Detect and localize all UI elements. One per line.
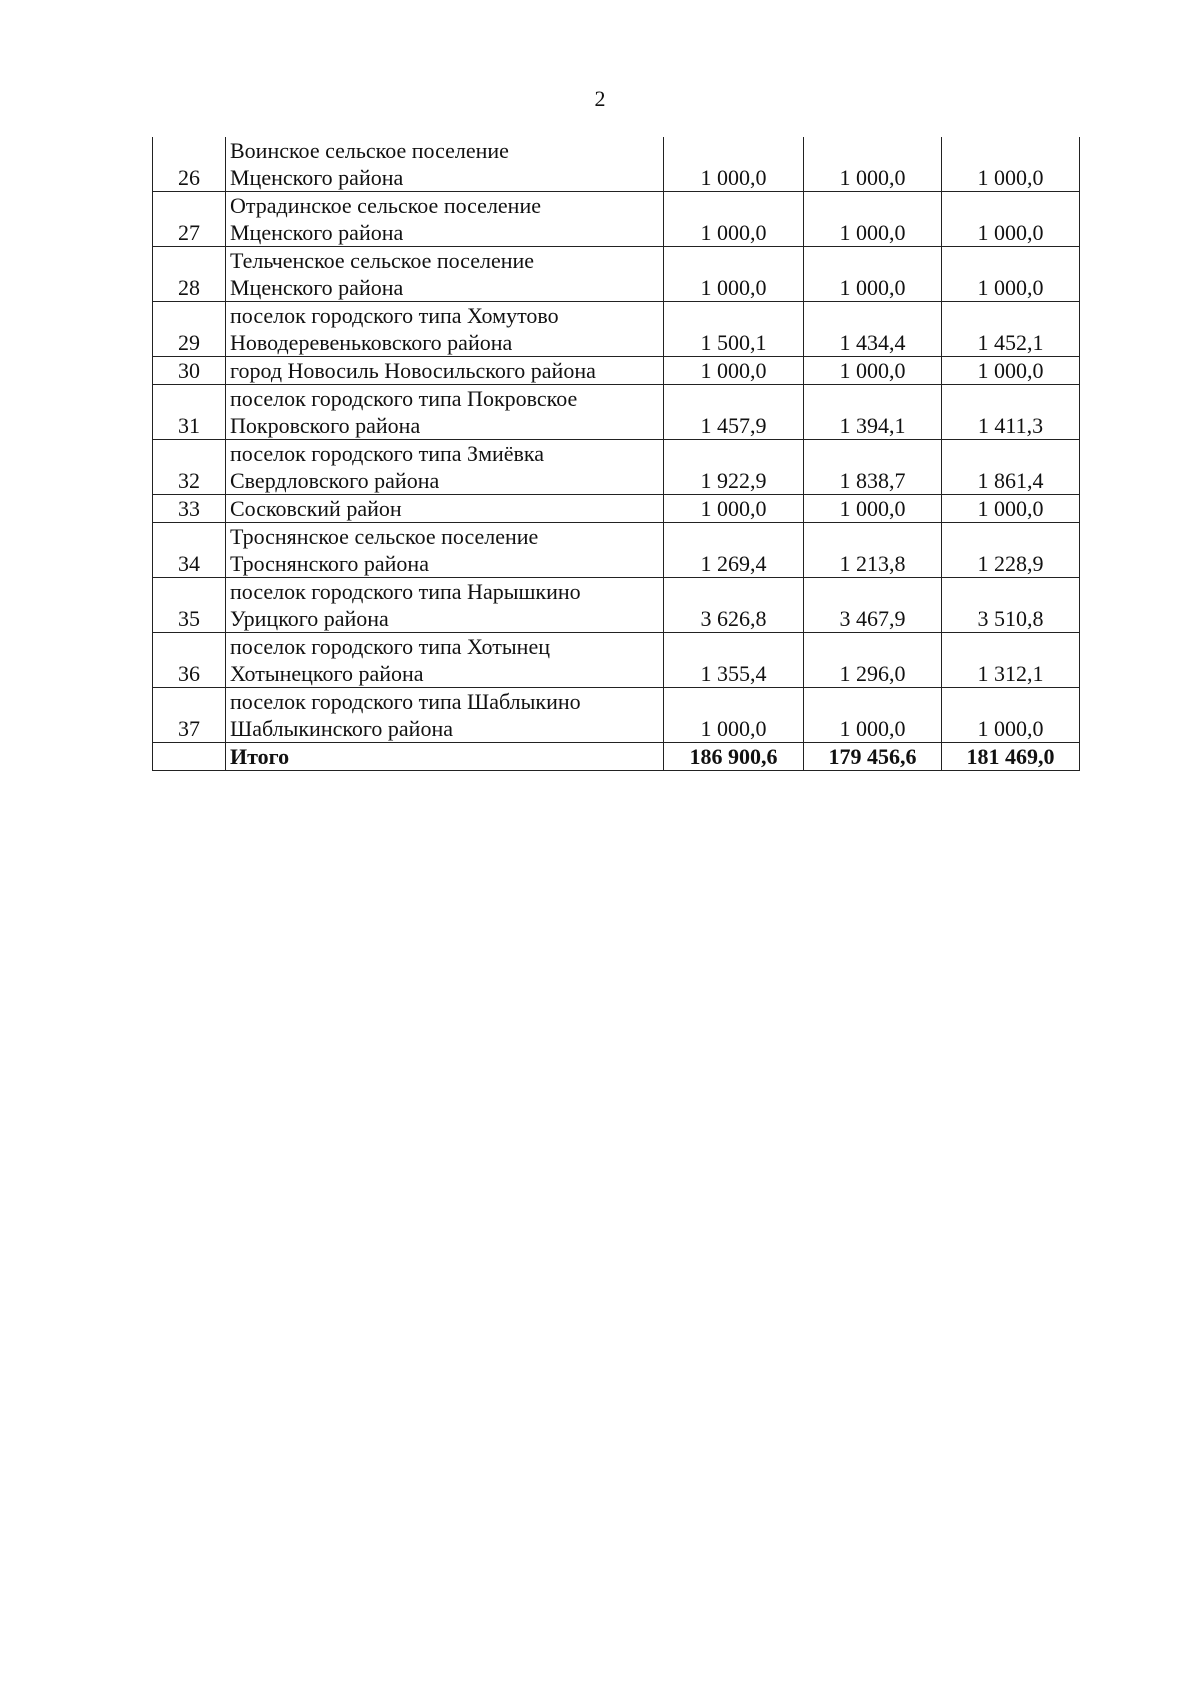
municipality-name — [226, 633, 664, 688]
amount-year-2: 1 213,8 — [804, 523, 942, 578]
amount-year-2: 1 434,4 — [804, 302, 942, 357]
municipality-name — [226, 192, 664, 247]
municipality-name — [226, 688, 664, 743]
amount-year-3: 1 000,0 — [942, 688, 1080, 743]
table-row — [153, 357, 1080, 385]
municipality-name-line1: Тельченское сельское поселение — [230, 248, 535, 273]
municipality-name-line1: поселок городского типа Хомутово — [230, 303, 559, 328]
amount-year-3: 1 000,0 — [942, 137, 1080, 192]
municipality-name — [226, 385, 664, 440]
municipality-name-line1: поселок городского типа Шаблыкино — [230, 689, 581, 714]
amount-year-2: 1 000,0 — [804, 247, 942, 302]
row-number: 30 — [153, 357, 226, 385]
amount-year-1: 1 000,0 — [664, 137, 804, 192]
row-number: 33 — [153, 495, 226, 523]
amount-year-1: 1 457,9 — [664, 385, 804, 440]
municipality-name-line1: поселок городского типа Хотынец — [230, 634, 550, 659]
municipality-name-line1: поселок городского типа Змиёвка — [230, 441, 545, 466]
total-label: Итого — [226, 743, 664, 771]
table-row — [153, 137, 1080, 192]
amount-year-3: 1 000,0 — [942, 247, 1080, 302]
amount-year-3: 1 411,3 — [942, 385, 1080, 440]
municipality-name-line2: Мценского района — [230, 165, 404, 190]
amount-year-3: 1 452,1 — [942, 302, 1080, 357]
amount-year-3: 1 861,4 — [942, 440, 1080, 495]
table-row — [153, 192, 1080, 247]
table-body — [153, 137, 1080, 771]
municipality-name-line2: Свердловского района — [230, 468, 440, 493]
amount-year-2: 1 838,7 — [804, 440, 942, 495]
row-number: 36 — [153, 633, 226, 688]
municipality-name — [226, 578, 664, 633]
row-number: 32 — [153, 440, 226, 495]
municipality-name-line1: поселок городского типа Нарышкино — [230, 579, 581, 604]
row-number: 31 — [153, 385, 226, 440]
amount-year-2: 1 000,0 — [804, 495, 942, 523]
amount-year-3: 1 000,0 — [942, 495, 1080, 523]
amount-year-2: 1 394,1 — [804, 385, 942, 440]
total-amount-year-2: 179 456,6 — [804, 743, 942, 771]
municipality-name-line1: Отрадинское сельское поселение — [230, 193, 541, 218]
municipality-name-line2: Мценского района — [230, 220, 404, 245]
amount-year-1: 1 922,9 — [664, 440, 804, 495]
amount-year-1: 1 269,4 — [664, 523, 804, 578]
municipality-name-line1: Троснянское сельское поселение — [230, 524, 539, 549]
amount-year-1: 1 000,0 — [664, 688, 804, 743]
total-amount-year-3: 181 469,0 — [942, 743, 1080, 771]
row-number: 28 — [153, 247, 226, 302]
table-row — [153, 247, 1080, 302]
municipality-name-line2: Новодеревеньковского района — [230, 330, 513, 355]
amount-year-3: 1 228,9 — [942, 523, 1080, 578]
amount-year-2: 3 467,9 — [804, 578, 942, 633]
amount-year-2: 1 000,0 — [804, 357, 942, 385]
amount-year-2: 1 296,0 — [804, 633, 942, 688]
municipality-name — [226, 357, 664, 385]
budget-table — [152, 137, 1080, 771]
table-row — [153, 578, 1080, 633]
municipality-name — [226, 495, 664, 523]
municipality-name-line2: Троснянского района — [230, 551, 429, 576]
amount-year-3: 1 000,0 — [942, 192, 1080, 247]
municipality-name — [226, 523, 664, 578]
row-number: 26 — [153, 137, 226, 192]
amount-year-1: 1 000,0 — [664, 247, 804, 302]
municipality-name — [226, 302, 664, 357]
municipality-name-line1: поселок городского типа Покровское — [230, 386, 578, 411]
table-row — [153, 688, 1080, 743]
municipality-name-line1: Сосковский район — [230, 496, 402, 521]
amount-year-1: 3 626,8 — [664, 578, 804, 633]
row-number: 37 — [153, 688, 226, 743]
row-number: 35 — [153, 578, 226, 633]
amount-year-3: 1 312,1 — [942, 633, 1080, 688]
amount-year-1: 1 500,1 — [664, 302, 804, 357]
amount-year-1: 1 000,0 — [664, 495, 804, 523]
table-row — [153, 523, 1080, 578]
total-amount-year-1: 186 900,6 — [664, 743, 804, 771]
table-row — [153, 302, 1080, 357]
amount-year-3: 3 510,8 — [942, 578, 1080, 633]
row-number: 27 — [153, 192, 226, 247]
municipality-name — [226, 247, 664, 302]
amount-year-1: 1 000,0 — [664, 192, 804, 247]
total-row — [153, 743, 1080, 771]
municipality-name-line1: город Новосиль Новосильского района — [230, 358, 596, 383]
page-number: 2 — [594, 86, 606, 111]
table-row — [153, 633, 1080, 688]
row-number: 29 — [153, 302, 226, 357]
amount-year-3: 1 000,0 — [942, 357, 1080, 385]
total-empty-cell — [153, 743, 226, 771]
municipality-name-line2: Хотынецкого района — [230, 661, 424, 686]
amount-year-2: 1 000,0 — [804, 688, 942, 743]
table-row — [153, 440, 1080, 495]
amount-year-2: 1 000,0 — [804, 137, 942, 192]
amount-year-1: 1 000,0 — [664, 357, 804, 385]
municipality-name-line2: Урицкого района — [230, 606, 389, 631]
municipality-name-line1: Воинское сельское поселение — [230, 138, 509, 163]
municipality-name-line2: Покровского района — [230, 413, 421, 438]
municipality-name — [226, 440, 664, 495]
municipality-name — [226, 137, 664, 192]
table-row — [153, 385, 1080, 440]
municipality-name-line2: Мценского района — [230, 275, 404, 300]
amount-year-1: 1 355,4 — [664, 633, 804, 688]
amount-year-2: 1 000,0 — [804, 192, 942, 247]
table-row — [153, 495, 1080, 523]
municipality-name-line2: Шаблыкинского района — [230, 716, 453, 741]
row-number: 34 — [153, 523, 226, 578]
